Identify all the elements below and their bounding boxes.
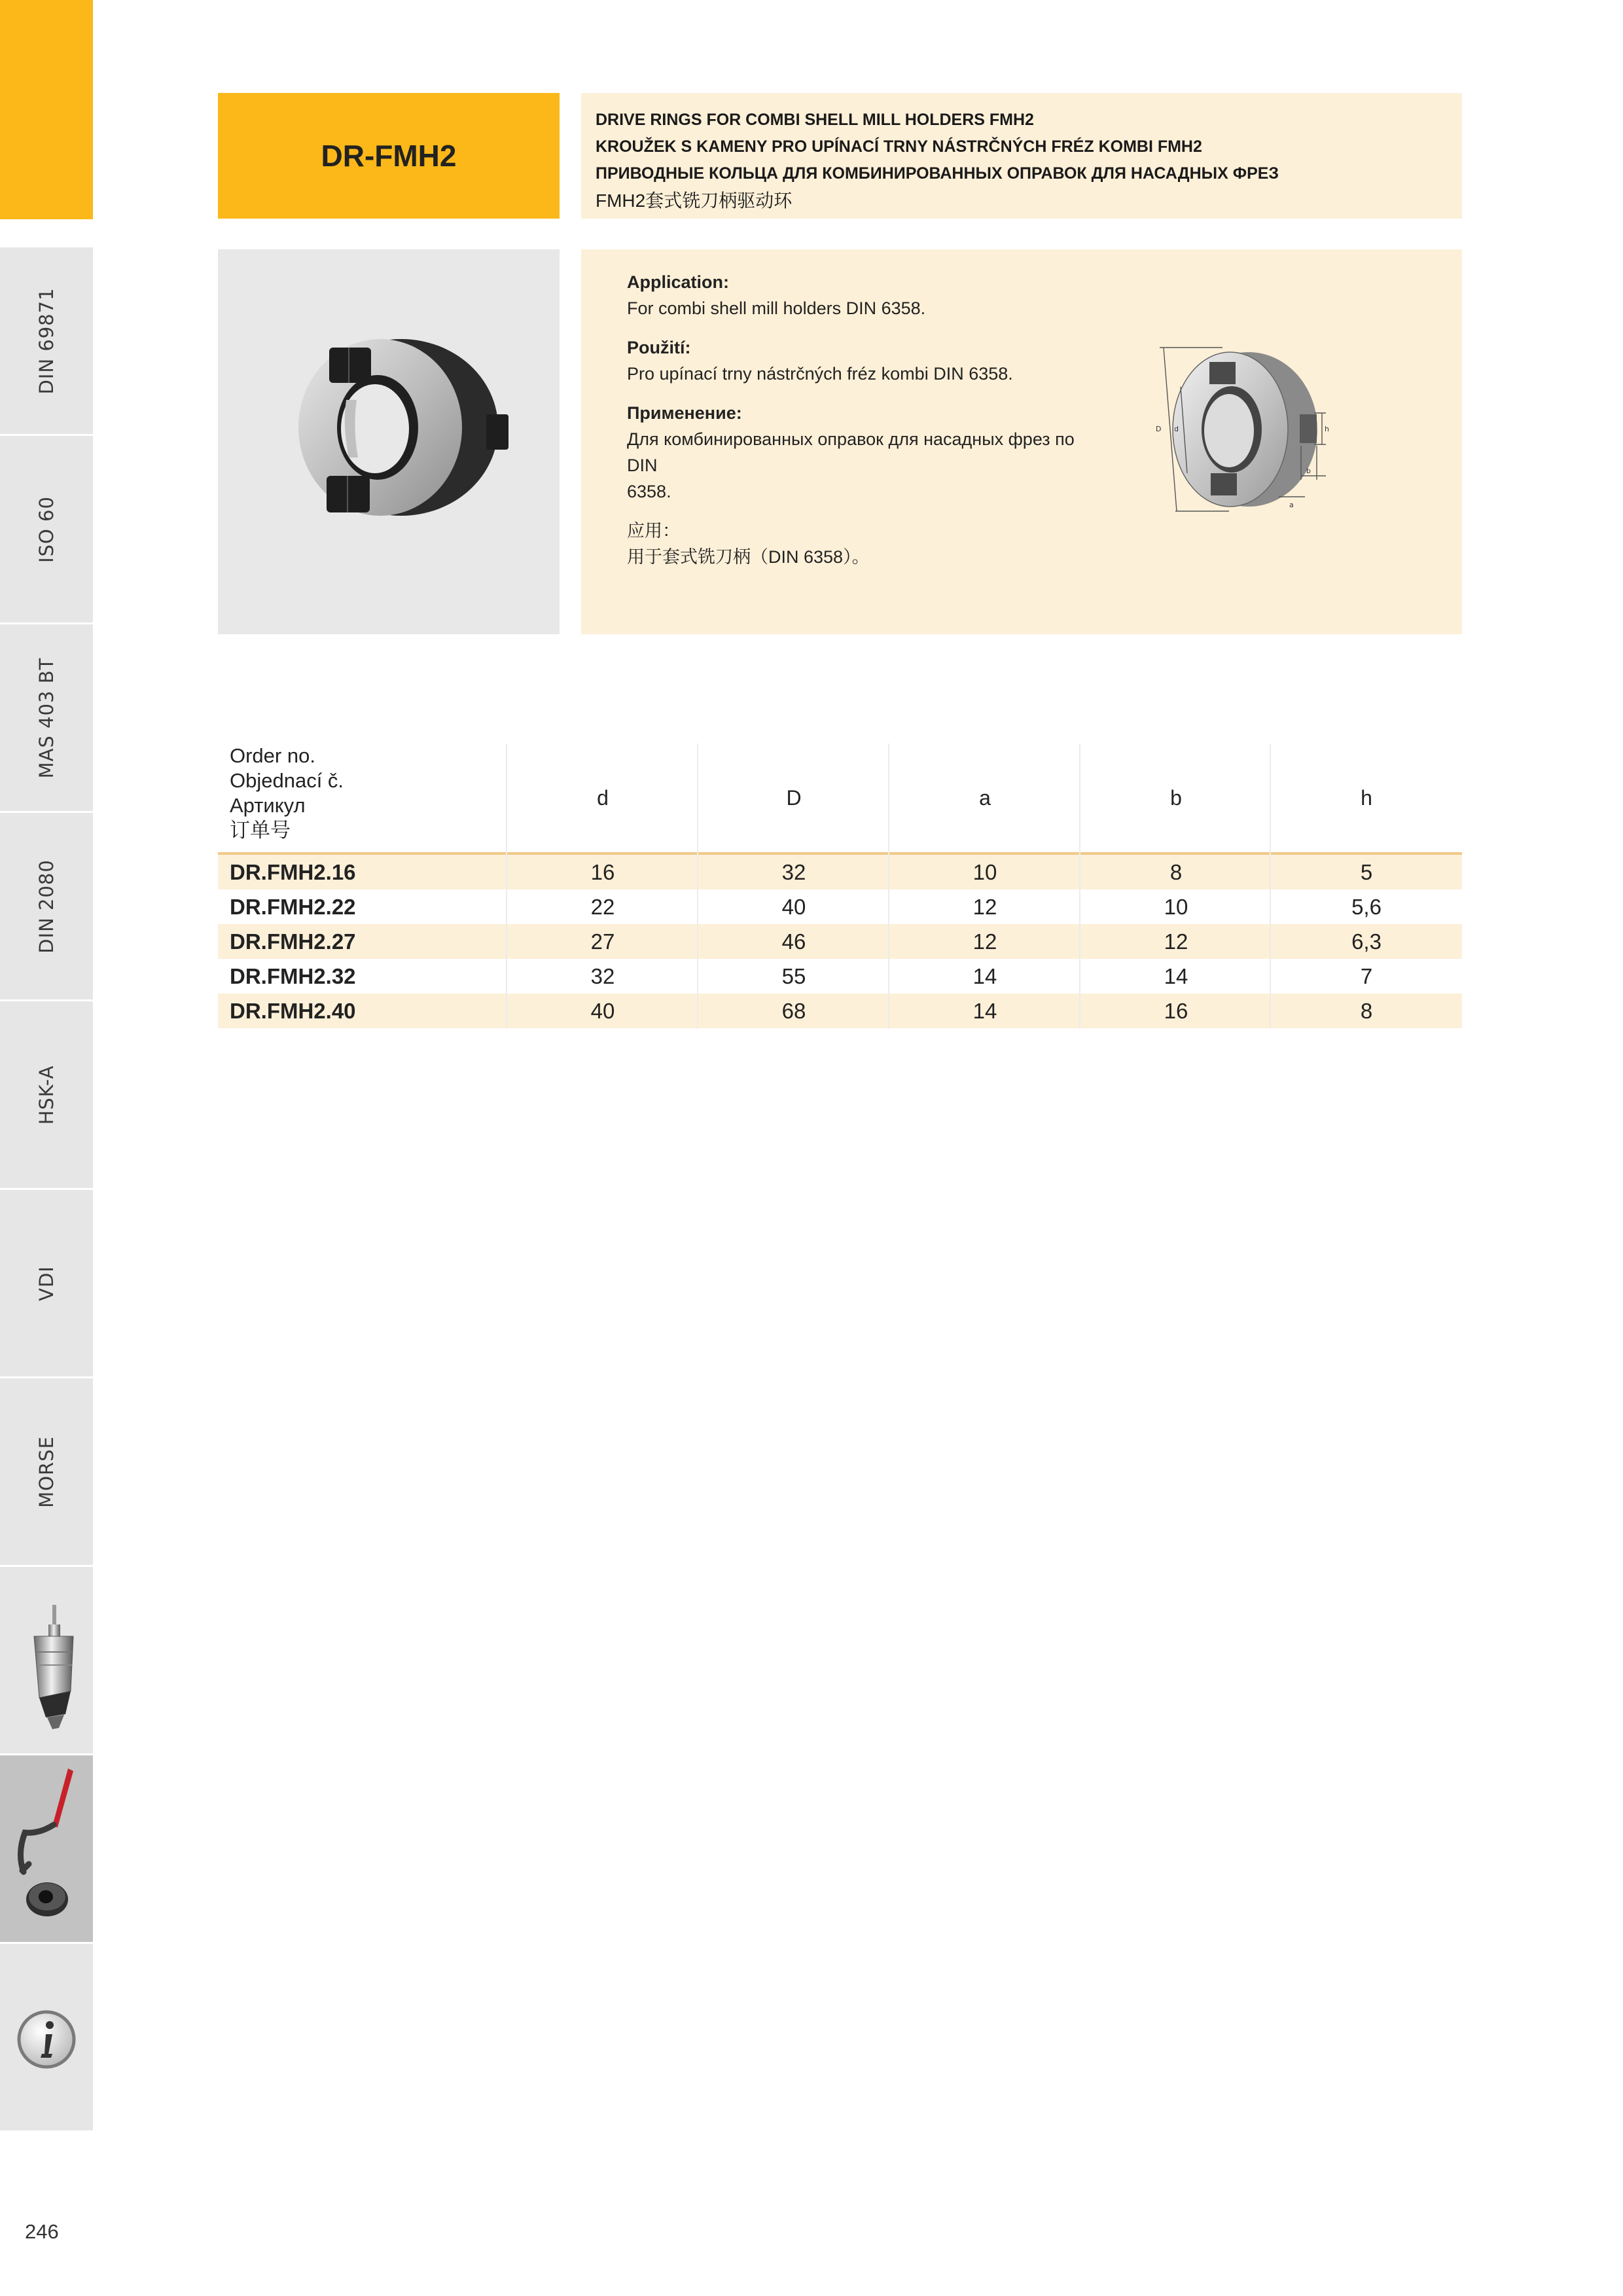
sidebar-accent-block	[0, 0, 93, 219]
svg-text:b: b	[1306, 467, 1311, 475]
svg-text:a: a	[1289, 501, 1294, 509]
column-divider	[888, 744, 889, 1029]
cell-d: 32	[590, 964, 615, 988]
column-divider	[1270, 744, 1271, 1029]
sidebar-tab-hsk-a[interactable]	[0, 999, 93, 1188]
cell-b: 14	[1164, 964, 1188, 988]
cell-h: 5,6	[1351, 895, 1382, 919]
title-chinese: FMH2套式铣刀柄驱动环	[596, 190, 793, 211]
cell-b: 10	[1164, 895, 1188, 919]
cell-d: 40	[590, 999, 615, 1023]
cell-b: 12	[1164, 929, 1188, 954]
cell-b: 16	[1164, 999, 1188, 1023]
sidebar-tab-label: DIN 69871	[35, 287, 58, 395]
cell-a: 12	[972, 929, 997, 954]
column-header-b: b	[1170, 785, 1182, 810]
column-divider	[506, 744, 507, 1029]
cell-d: 16	[590, 860, 615, 884]
application-label-ru: Применение:	[627, 403, 742, 423]
table-row	[218, 959, 1462, 994]
drill-chuck-icon	[0, 1567, 93, 1755]
column-divider	[697, 744, 698, 1029]
sidebar-tab-mas-403-bt[interactable]	[0, 622, 93, 811]
info-icon	[0, 1944, 93, 2132]
cell-d: 22	[590, 895, 615, 919]
table-row	[218, 889, 1462, 924]
title-czech: KROUŽEK S KAMENY PRO UPÍNACÍ TRNY NÁSTRČNÝCH FRÉZ KOMBI FMH2	[596, 137, 1202, 156]
order-number: DR.FMH2.27	[230, 929, 356, 954]
application-text-cz: Pro upínací trny nástrčných fréz kombi DIN 6358.	[627, 364, 1013, 384]
sidebar-tab-label: DIN 2080	[35, 859, 58, 954]
cell-D: 46	[781, 929, 806, 954]
sidebar-tab-din-2080[interactable]	[0, 811, 93, 999]
sidebar	[0, 0, 93, 2179]
order-number: DR.FMH2.22	[230, 895, 356, 919]
table-row	[218, 855, 1462, 889]
column-header-d: d	[597, 785, 609, 810]
technical-drawing	[1150, 321, 1347, 537]
product-photo-panel	[218, 249, 560, 634]
application-text-cn: 用于套式铣刀柄（DIN 6358）。	[627, 547, 870, 567]
cell-D: 40	[781, 895, 806, 919]
svg-text:d: d	[1174, 425, 1179, 433]
table-row	[218, 924, 1462, 959]
cell-D: 68	[781, 999, 806, 1023]
column-header-h: h	[1361, 785, 1372, 810]
sidebar-tab-iso-60[interactable]	[0, 434, 93, 622]
description-text	[627, 269, 1098, 570]
column-header-D: D	[786, 785, 802, 810]
page-number: 246	[25, 2220, 59, 2243]
product-code: DR-FMH2	[321, 139, 457, 173]
sidebar-tab-label: MORSE	[35, 1435, 58, 1508]
title-russian: ПРИВОДНЫЕ КОЛЬЦА ДЛЯ КОМБИНИРОВАННЫХ ОПРАВОК ДЛЯ НАСАДНЫХ ФРЕЗ	[596, 164, 1279, 183]
sidebar-tab-label: VDI	[35, 1265, 58, 1301]
column-divider	[1079, 744, 1080, 1029]
application-label-cn: 应用：	[627, 521, 680, 541]
cell-a: 10	[972, 860, 997, 884]
column-header-a: a	[979, 785, 991, 810]
cell-d: 27	[590, 929, 615, 954]
order-header-cz: Objednací č.	[230, 769, 344, 792]
cell-h: 5	[1360, 860, 1373, 884]
table-header	[218, 744, 1462, 855]
cell-a: 14	[972, 999, 997, 1023]
sidebar-tab-vdi[interactable]	[0, 1188, 93, 1376]
application-text-en: For combi shell mill holders DIN 6358.	[627, 298, 926, 318]
application-text-ru-line2: 6358.	[627, 482, 671, 501]
order-number: DR.FMH2.32	[230, 964, 356, 988]
sidebar-tab-info[interactable]	[0, 1942, 93, 2130]
cell-b: 8	[1169, 860, 1183, 884]
application-label-cz: Použití:	[627, 338, 691, 357]
sidebar-tab-drill-chuck[interactable]	[0, 1565, 93, 1753]
sidebar-tab-wrench-ring[interactable]	[0, 1753, 93, 1942]
cell-D: 55	[781, 964, 806, 988]
order-header-en: Order no.	[230, 744, 315, 767]
title-english: DRIVE RINGS FOR COMBI SHELL MILL HOLDERS FMH2	[596, 111, 1034, 129]
svg-text:D: D	[1156, 425, 1162, 433]
order-header-ru: Артикул	[230, 794, 306, 817]
cell-a: 14	[972, 964, 997, 988]
table-row	[218, 994, 1462, 1028]
specification-table	[218, 744, 1462, 1028]
drive-ring-photo	[218, 249, 560, 634]
sidebar-tab-morse[interactable]	[0, 1376, 93, 1565]
cell-h: 6,3	[1351, 929, 1382, 954]
cell-h: 8	[1360, 999, 1373, 1023]
product-title-box	[581, 93, 1462, 219]
description-panel	[581, 249, 1462, 634]
sidebar-tab-label: HSK-A	[35, 1065, 58, 1124]
application-text-ru-line1: Для комбинированных оправок для насадных фрез по DIN	[627, 429, 1075, 475]
order-number-header	[230, 744, 505, 843]
order-number: DR.FMH2.40	[230, 999, 356, 1023]
order-number: DR.FMH2.16	[230, 860, 356, 884]
sidebar-tab-label: MAS 403 BT	[35, 657, 58, 778]
sidebar-tab-label: ISO 60	[35, 495, 58, 563]
svg-text:h: h	[1325, 425, 1329, 433]
order-header-cn: 订单号	[230, 819, 291, 842]
cell-h: 7	[1360, 964, 1373, 988]
product-code-box	[218, 93, 560, 219]
cell-D: 32	[781, 860, 806, 884]
cell-a: 12	[972, 895, 997, 919]
sidebar-tab-din-69871[interactable]	[0, 245, 93, 434]
wrench-ring-icon	[0, 1755, 93, 1944]
application-label-en: Application:	[627, 272, 729, 292]
